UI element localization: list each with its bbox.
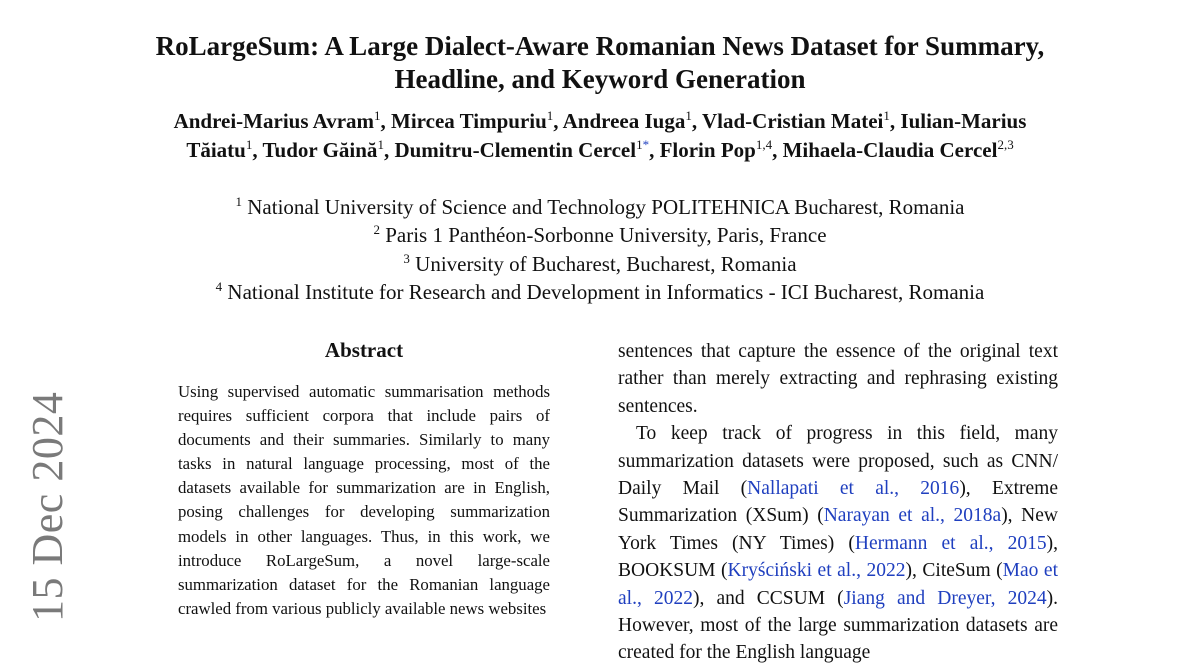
affiliation-list — [110, 193, 1090, 306]
paragraph-text: ), New York Times (NY Times) ( — [618, 505, 1058, 554]
author-name: Mihaela-Claudia Cercel — [782, 137, 998, 162]
affiliation-text: University of Bucharest, Bucharest, Romania — [415, 251, 797, 276]
affiliation-text: National University of Science and Technology POLITEHNICA Bucharest, Romania — [247, 195, 965, 219]
author-affiliation-mark: 1 — [636, 136, 643, 152]
affiliation-number: 3 — [403, 250, 410, 266]
paper-title: RoLargeSum: A Large Dialect-Aware Romanian News Dataset for Summary, Headline, and Keyword Generation — [155, 31, 1045, 94]
author-affiliation-mark: 1 — [883, 108, 890, 123]
arxiv-date-stamp: 15 Dec 2024 — [23, 391, 72, 622]
affiliation-number: 1 — [235, 194, 242, 209]
author-affiliation-mark: 1 — [546, 108, 554, 123]
intro-column — [618, 338, 1058, 667]
affiliation-line — [110, 278, 1090, 306]
affiliation-text: Paris 1 Panthéon-Sorbonne University, Paris, France — [385, 223, 827, 248]
author-affiliation-mark: 1 — [374, 108, 381, 123]
citation-link[interactable]: Narayan et al., 2018a — [823, 505, 1002, 527]
affiliation-line — [110, 221, 1090, 249]
paragraph-text: To keep track of progress in this field, many summarization datasets were proposed, such as CNN/ Daily Mail ( — [618, 423, 1058, 500]
author-affiliation-mark: 1 — [377, 136, 384, 152]
author-name: Andrei-Marius Avram — [173, 109, 375, 133]
author-name: Dumitru-Clementin Cercel — [394, 137, 637, 162]
paragraph-text: ), BOOKSUM ( — [618, 532, 1059, 582]
author-name: Florin Pop — [659, 137, 756, 162]
affiliation-line — [110, 193, 1090, 221]
author-affiliation-mark: 2,3 — [997, 136, 1014, 152]
intro-paragraph — [618, 420, 1058, 667]
intro-paragraph: sentences that capture the essence of the original text rather than merely extracting and rephrasing existing sentences. — [618, 341, 1058, 417]
affiliation-number: 4 — [215, 278, 223, 294]
abstract-body: Using supervised automatic summarisation methods requires sufficient corpora that include pairs of documents and their summaries. Similarly to many tasks in natural language processing, most of the datasets available for summarization are in English, posing challenges for developing summarization models in other languages. Thus, in this work, we introduce RoLargeSum, a novel large-scale summarization dataset for the Romanian language crawled from various publicly available news websites — [178, 382, 550, 618]
corresponding-author-mark[interactable]: * — [642, 136, 650, 152]
author-name: Vlad-Cristian Matei — [701, 109, 884, 133]
author-name: Iulian-Marius Tăiatu — [186, 109, 1027, 162]
citation-link[interactable]: Nallapati et al., 2016 — [747, 478, 960, 500]
author-name: Tudor Găină — [262, 137, 378, 162]
abstract-heading: Abstract — [324, 338, 404, 362]
author-list: Andrei-Marius Avram$^1$, Mircea Timpuriu$^1$, Andreea Iuga$^1$, Vlad-Cristian Matei$^1$, Iulian-Marius Tăiatu$^1$, Tudor Găină$^1$, Dumitru-Clementin Cercel$^{1*}$, Florin Pop$^{1,4}$, Mihaela-Claudia Cercel$^{2,3}$ — [173, 108, 1027, 162]
affiliation-text: National Institute for Research and Development in Informatics - ICI Bucharest, Romania — [227, 279, 985, 304]
author-name: Mircea Timpuriu — [391, 109, 547, 133]
author-affiliation-mark: 1,4 — [755, 136, 773, 152]
citation-link[interactable]: Hermann et al., 2015 — [854, 532, 1047, 554]
affiliation-number: 2 — [373, 222, 380, 238]
paragraph-text: ). However, most of the large summarization datasets are created for the English language — [618, 587, 1059, 664]
paragraph-text: ), CiteSum ( — [905, 560, 1003, 582]
paragraph-text: ), and CCSUM ( — [692, 587, 844, 609]
citation-link[interactable]: Mao et al., 2022 — [618, 560, 1059, 609]
author-affiliation-mark: 1 — [245, 136, 253, 152]
citation-link[interactable]: Jiang and Dreyer, 2024 — [843, 587, 1047, 609]
author-name: Andreea Iuga — [562, 109, 686, 133]
author-affiliation-mark: 1 — [685, 108, 692, 123]
citation-link[interactable]: Kryściński et al., 2022 — [727, 560, 906, 582]
paragraph-text: ), Extreme Summarization (XSum) ( — [618, 478, 1058, 527]
affiliation-line — [110, 250, 1090, 278]
